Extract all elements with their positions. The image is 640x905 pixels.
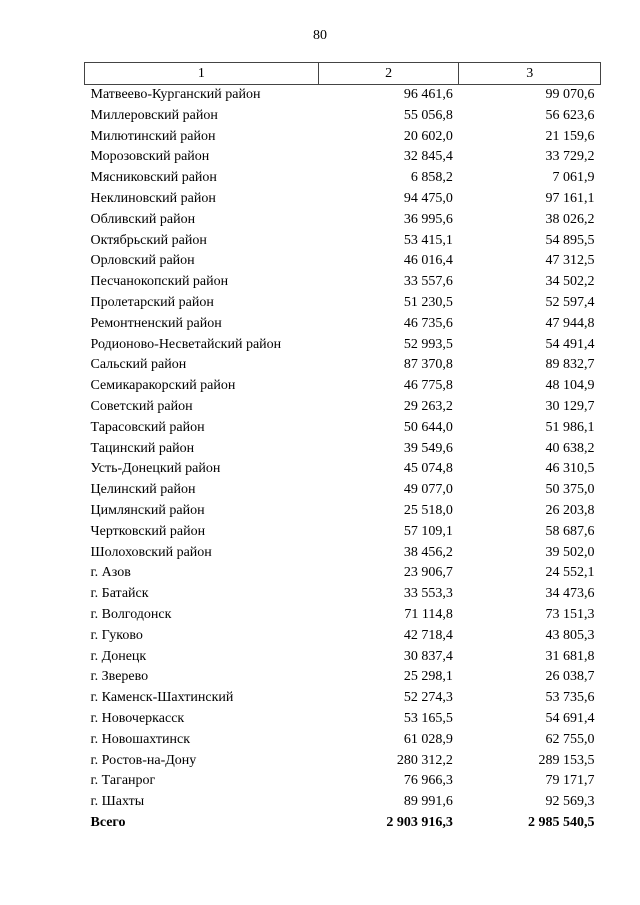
row-value-col2-cell: 20 602,0 — [403, 128, 453, 144]
row-value-col3-cell: 54 491,4 — [545, 336, 595, 352]
row-value-col3-cell: 289 153,5 — [538, 752, 595, 768]
row-value-col3-cell: 40 638,2 — [545, 440, 595, 456]
row-name-cell: Песчанокопский район — [90, 274, 229, 290]
row-value-col3-cell: 31 681,8 — [545, 648, 595, 664]
row-name-cell: Милютинский район — [90, 128, 216, 144]
total-label-cell: Всего — [90, 814, 126, 830]
row-value-col3-cell: 53 735,6 — [545, 690, 595, 706]
row-value-col2-cell: 32 845,4 — [403, 149, 453, 165]
row-value-col3-cell: 51 986,1 — [545, 419, 595, 435]
table-row — [85, 355, 601, 376]
row-name-cell: Чертковский район — [90, 523, 206, 539]
row-value-col2-cell: 33 557,6 — [403, 274, 453, 290]
table-row — [85, 251, 601, 272]
row-value-col2-cell: 25 298,1 — [403, 669, 453, 685]
row-value-col3-cell: 47 944,8 — [545, 315, 595, 331]
row-name-cell: г. Волгодонск — [90, 606, 172, 622]
row-value-col2-cell: 29 263,2 — [403, 398, 453, 414]
row-name-cell: Тацинский район — [90, 440, 195, 456]
row-value-col2-cell: 87 370,8 — [403, 357, 453, 373]
row-name-cell: г. Гуково — [90, 627, 143, 643]
table-row — [85, 376, 601, 397]
row-value-col3-cell: 97 161,1 — [545, 190, 595, 206]
column-header-2: 2 — [318, 63, 459, 85]
table-row — [85, 439, 601, 460]
table-row — [85, 210, 601, 231]
row-name-cell: Миллеровский район — [90, 107, 218, 123]
row-value-col2-cell: 6 858,2 — [410, 170, 453, 186]
row-value-col3-cell: 54 691,4 — [545, 710, 595, 726]
row-name-cell: г. Азов — [90, 565, 131, 581]
table-header-row — [85, 63, 601, 85]
table-row — [85, 584, 601, 605]
row-name-cell: Родионово-Несветайский район — [90, 336, 282, 352]
table-row — [85, 397, 601, 418]
data-table — [84, 62, 601, 834]
row-name-cell: Целинский район — [90, 482, 196, 498]
row-value-col2-cell: 94 475,0 — [403, 190, 453, 206]
row-value-col3-cell: 26 203,8 — [545, 502, 595, 518]
row-value-col3-cell: 54 895,5 — [545, 232, 595, 248]
row-name-cell: Семикаракорский район — [90, 378, 236, 394]
row-value-col2-cell: 33 553,3 — [403, 586, 453, 602]
row-name-cell: г. Таганрог — [90, 773, 156, 789]
row-value-col2-cell: 46 735,6 — [403, 315, 453, 331]
row-value-col2-cell: 280 312,2 — [396, 752, 453, 768]
table-row — [85, 293, 601, 314]
row-value-col3-cell: 38 026,2 — [545, 211, 595, 227]
row-value-col3-cell: 7 061,9 — [552, 170, 595, 186]
row-name-cell: г. Батайск — [90, 586, 149, 602]
row-value-col2-cell: 52 274,3 — [403, 690, 453, 706]
row-value-col2-cell: 57 109,1 — [403, 523, 453, 539]
row-value-col2-cell: 39 549,6 — [403, 440, 453, 456]
table-row — [85, 709, 601, 730]
row-name-cell: Шолоховский район — [90, 544, 212, 560]
table-row — [85, 605, 601, 626]
row-value-col2-cell: 52 993,5 — [403, 336, 453, 352]
row-name-cell: Тарасовский район — [90, 419, 205, 435]
table-row — [85, 667, 601, 688]
row-value-col3-cell: 47 312,5 — [545, 253, 595, 269]
column-header-1: 1 — [85, 63, 319, 85]
row-value-col3-cell: 34 502,2 — [545, 274, 595, 290]
table-row — [85, 626, 601, 647]
row-value-col2-cell: 76 966,3 — [403, 773, 453, 789]
table-row — [85, 647, 601, 668]
row-value-col3-cell: 52 597,4 — [545, 294, 595, 310]
row-name-cell: Матвеево-Курганский район — [90, 87, 261, 102]
table-row — [85, 85, 601, 106]
row-name-cell: г. Каменск-Шахтинский — [90, 690, 234, 706]
row-value-col3-cell: 89 832,7 — [545, 357, 595, 373]
table-row — [85, 771, 601, 792]
row-value-col2-cell: 89 991,6 — [403, 794, 453, 810]
row-name-cell: Морозовский район — [90, 149, 210, 165]
row-name-cell: Неклиновский район — [90, 190, 216, 206]
row-value-col3-cell: 99 070,6 — [545, 87, 595, 102]
table-row — [85, 127, 601, 148]
row-value-col3-cell: 56 623,6 — [545, 107, 595, 123]
row-value-col3-cell: 79 171,7 — [545, 773, 595, 789]
row-name-cell: Сальский район — [90, 357, 187, 373]
row-value-col3-cell: 26 038,7 — [545, 669, 595, 685]
row-value-col2-cell: 53 165,5 — [403, 710, 453, 726]
row-value-col2-cell: 61 028,9 — [403, 731, 453, 747]
row-value-col3-cell: 30 129,7 — [545, 398, 595, 414]
row-name-cell: г. Ростов-на-Дону — [90, 752, 197, 768]
table-row — [85, 459, 601, 480]
row-value-col3-cell: 39 502,0 — [545, 544, 595, 560]
table-row — [85, 501, 601, 522]
table-row — [85, 543, 601, 564]
row-name-cell: Октябрьский район — [90, 232, 207, 248]
row-value-col3-cell: 24 552,1 — [545, 565, 595, 581]
row-value-col3-cell: 58 687,6 — [545, 523, 595, 539]
row-value-col2-cell: 45 074,8 — [403, 461, 453, 477]
table-row — [85, 688, 601, 709]
row-name-cell: г. Новочеркасск — [90, 710, 185, 726]
row-value-col2-cell: 55 056,8 — [403, 107, 453, 123]
table-row — [85, 106, 601, 127]
table-row — [85, 231, 601, 252]
row-name-cell: г. Шахты — [90, 794, 145, 810]
row-value-col2-cell: 49 077,0 — [403, 482, 453, 498]
row-value-col3-cell: 43 805,3 — [545, 627, 595, 643]
row-name-cell: Пролетарский район — [90, 294, 214, 310]
row-name-cell: г. Донецк — [90, 648, 147, 664]
row-value-col2-cell: 46 016,4 — [403, 253, 453, 269]
table-row — [85, 522, 601, 543]
table-body — [85, 85, 601, 834]
row-value-col3-cell: 62 755,0 — [545, 731, 595, 747]
table-row — [85, 189, 601, 210]
row-value-col3-cell: 73 151,3 — [545, 606, 595, 622]
row-name-cell: г. Новошахтинск — [90, 731, 191, 747]
row-value-col3-cell: 50 375,0 — [545, 482, 595, 498]
row-value-col2-cell: 23 906,7 — [403, 565, 453, 581]
row-value-col2-cell: 71 114,8 — [404, 606, 453, 622]
table-row — [85, 272, 601, 293]
table-row — [85, 751, 601, 772]
page-number: 80 — [313, 28, 327, 43]
row-value-col2-cell: 30 837,4 — [403, 648, 453, 664]
table-row — [85, 147, 601, 168]
row-value-col3-cell: 34 473,6 — [545, 586, 595, 602]
table-row — [85, 480, 601, 501]
table-row — [85, 418, 601, 439]
row-value-col3-cell: 92 569,3 — [545, 794, 595, 810]
row-value-col2-cell: 25 518,0 — [403, 502, 453, 518]
row-name-cell: Усть-Донецкий район — [90, 461, 221, 477]
total-row — [85, 813, 601, 834]
table-row — [85, 792, 601, 813]
row-value-col2-cell: 53 415,1 — [403, 232, 453, 248]
row-name-cell: Мясниковский район — [90, 170, 217, 186]
row-name-cell: Советский район — [90, 398, 193, 414]
table-row — [85, 730, 601, 751]
row-name-cell: Орловский район — [90, 253, 195, 269]
column-header-3: 3 — [459, 63, 601, 85]
row-name-cell: г. Зверево — [90, 669, 149, 685]
row-value-col2-cell: 50 644,0 — [403, 419, 453, 435]
table-row — [85, 314, 601, 335]
row-value-col2-cell: 51 230,5 — [403, 294, 453, 310]
row-value-col3-cell: 33 729,2 — [545, 149, 595, 165]
total-col3-cell: 2 985 540,5 — [528, 814, 595, 830]
total-col2-cell: 2 903 916,3 — [386, 814, 453, 830]
table-row — [85, 168, 601, 189]
row-value-col2-cell: 38 456,2 — [403, 544, 453, 560]
table-row — [85, 335, 601, 356]
row-value-col2-cell: 36 995,6 — [403, 211, 453, 227]
row-name-cell: Обливский район — [90, 211, 196, 227]
row-value-col3-cell: 48 104,9 — [545, 378, 595, 394]
row-value-col3-cell: 21 159,6 — [545, 128, 595, 144]
row-name-cell: Ремонтненский район — [90, 315, 222, 331]
row-name-cell: Цимлянский район — [90, 502, 205, 518]
row-value-col3-cell: 46 310,5 — [545, 461, 595, 477]
table-row — [85, 563, 601, 584]
row-value-col2-cell: 96 461,6 — [403, 87, 453, 102]
row-value-col2-cell: 46 775,8 — [403, 378, 453, 394]
row-value-col2-cell: 42 718,4 — [403, 627, 453, 643]
